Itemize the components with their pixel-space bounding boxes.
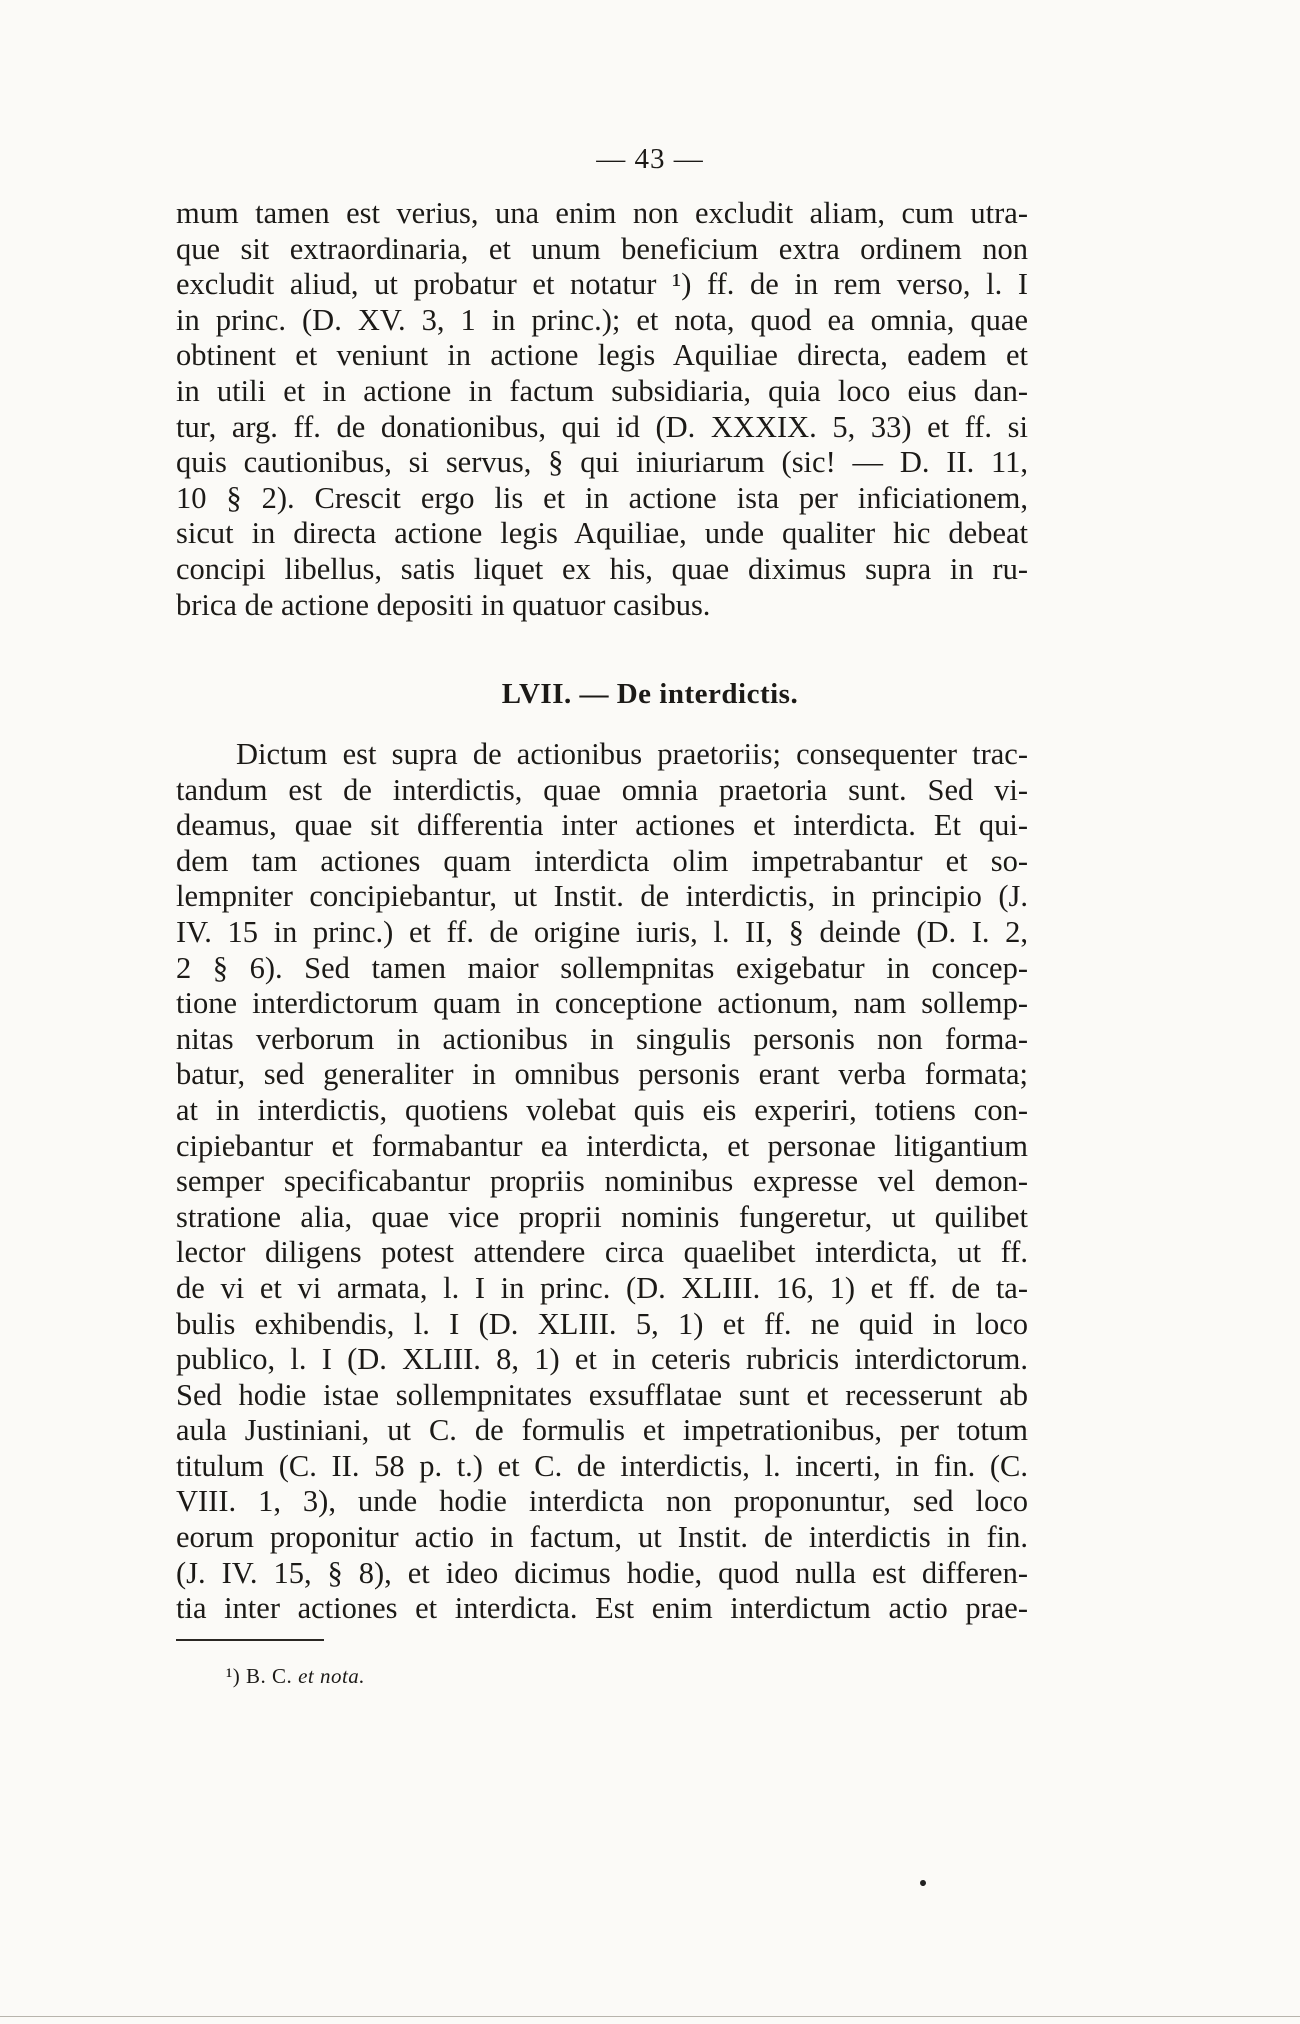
text-line: tione interdictorum quam in conceptione actionum, nam sollemp- xyxy=(176,986,1028,1021)
text-line: stratione alia, quae vice proprii nominis fungeretur, ut quilibet xyxy=(176,1199,1028,1234)
text-line: deamus, quae sit differentia inter actiones et interdicta. Et qui- xyxy=(176,808,1028,843)
text-line: concipi libellus, satis liquet ex his, quae diximus supra in ru- xyxy=(176,551,1028,586)
text-line: aula Justiniani, ut C. de formulis et impetrationibus, per totum xyxy=(176,1413,1028,1448)
page-bottom-edge xyxy=(0,2016,1300,2017)
text-line: obtinent et veniunt in actione legis Aquiliae directa, eadem et xyxy=(176,338,1028,373)
footnote-rule xyxy=(176,1639,324,1641)
text-line: bulis exhibendis, l. I (D. XLIII. 5, 1) et ff. ne quid in loco xyxy=(176,1306,1028,1341)
text-line: titulum (C. II. 58 p. t.) et C. de interdictis, l. incerti, in fin. (C. xyxy=(176,1448,1028,1483)
paragraph-2 xyxy=(176,737,1028,1627)
text-line: 10 § 2). Crescit ergo lis et in actione ista per inficiationem, xyxy=(176,480,1028,515)
text-line: at in interdictis, quotiens volebat quis eis experiri, totiens con- xyxy=(176,1092,1028,1127)
ink-speck xyxy=(919,1879,927,1887)
text-line: lector diligens potest attendere circa quaelibet interdicta, ut ff. xyxy=(176,1235,1028,1270)
text-line: nitas verborum in actionibus in singulis personis non forma- xyxy=(176,1021,1028,1056)
paragraph-1 xyxy=(176,196,1028,623)
text-line: in utili et in actione in factum subsidiaria, quia loco eius dan- xyxy=(176,373,1028,408)
text-line: publico, l. I (D. XLIII. 8, 1) et in ceteris rubricis interdictorum. xyxy=(176,1342,1028,1377)
text-line: de vi et vi armata, l. I in princ. (D. XLIII. 16, 1) et ff. de ta- xyxy=(176,1270,1028,1305)
text-line: batur, sed generaliter in omnibus personis erant verba formata; xyxy=(176,1057,1028,1092)
text-line: Dictum est supra de actionibus praetoriis; consequenter trac- xyxy=(236,737,1028,771)
text-line: sicut in directa actione legis Aquiliae, unde qualiter hic debeat xyxy=(176,516,1028,551)
text-line: dem tam actiones quam interdicta olim impetrabantur et so- xyxy=(176,843,1028,878)
text-line: (J. IV. 15, § 8), et ideo dicimus hodie, quod nulla est differen- xyxy=(176,1555,1028,1590)
text-line: 2 § 6). Sed tamen maior sollempnitas exigebatur in concep- xyxy=(176,950,1028,985)
text-line: brica de actione depositi in quatuor casibus. xyxy=(176,587,711,622)
footnote-marker: ¹) B. C. xyxy=(226,1664,293,1688)
text-line: que sit extraordinaria, et unum beneficium extra ordinem non xyxy=(176,231,1028,266)
text-line: mum tamen est verius, una enim non excludit aliam, cum utra- xyxy=(176,196,1028,230)
text-line: in princ. (D. XV. 3, 1 in princ.); et nota, quod ea omnia, quae xyxy=(176,302,1028,337)
text-line: VIII. 1, 3), unde hodie interdicta non proponuntur, sed loco xyxy=(176,1484,1028,1519)
text-line: eorum proponitur actio in factum, ut Instit. de interdictis in fin. xyxy=(176,1520,1028,1555)
text-line: quis cautionibus, si servus, § qui iniuriarum (sic! — D. II. 11, xyxy=(176,445,1028,480)
text-line: semper specificabantur propriis nominibus expresse vel demon- xyxy=(176,1164,1028,1199)
text-line: tandum est de interdictis, quae omnia praetoria sunt. Sed vi- xyxy=(176,772,1028,807)
text-line: lempniter concipiebantur, ut Instit. de interdictis, in principio (J. xyxy=(176,879,1028,914)
text-line: IV. 15 in princ.) et ff. de origine iuris, l. II, § deinde (D. I. 2, xyxy=(176,914,1028,949)
text-line: excludit aliud, ut probatur et notatur ¹) ff. de in rem verso, l. I xyxy=(176,267,1028,302)
footnote-italic-text: et nota. xyxy=(298,1664,366,1688)
text-line: Sed hodie istae sollempnitates exsufflatae sunt et recesserunt ab xyxy=(176,1377,1028,1412)
page-number: — 43 — xyxy=(596,143,704,175)
footnote xyxy=(226,1664,365,1689)
text-line: cipiebantur et formabantur ea interdicta, et personae litigantium xyxy=(176,1128,1028,1163)
text-line: tia inter actiones et interdicta. Est enim interdictum actio prae- xyxy=(176,1591,1028,1626)
text-line: tur, arg. ff. de donationibus, qui id (D. XXXIX. 5, 33) et ff. si xyxy=(176,409,1028,444)
section-heading: LVII. — De interdictis. xyxy=(501,678,799,710)
